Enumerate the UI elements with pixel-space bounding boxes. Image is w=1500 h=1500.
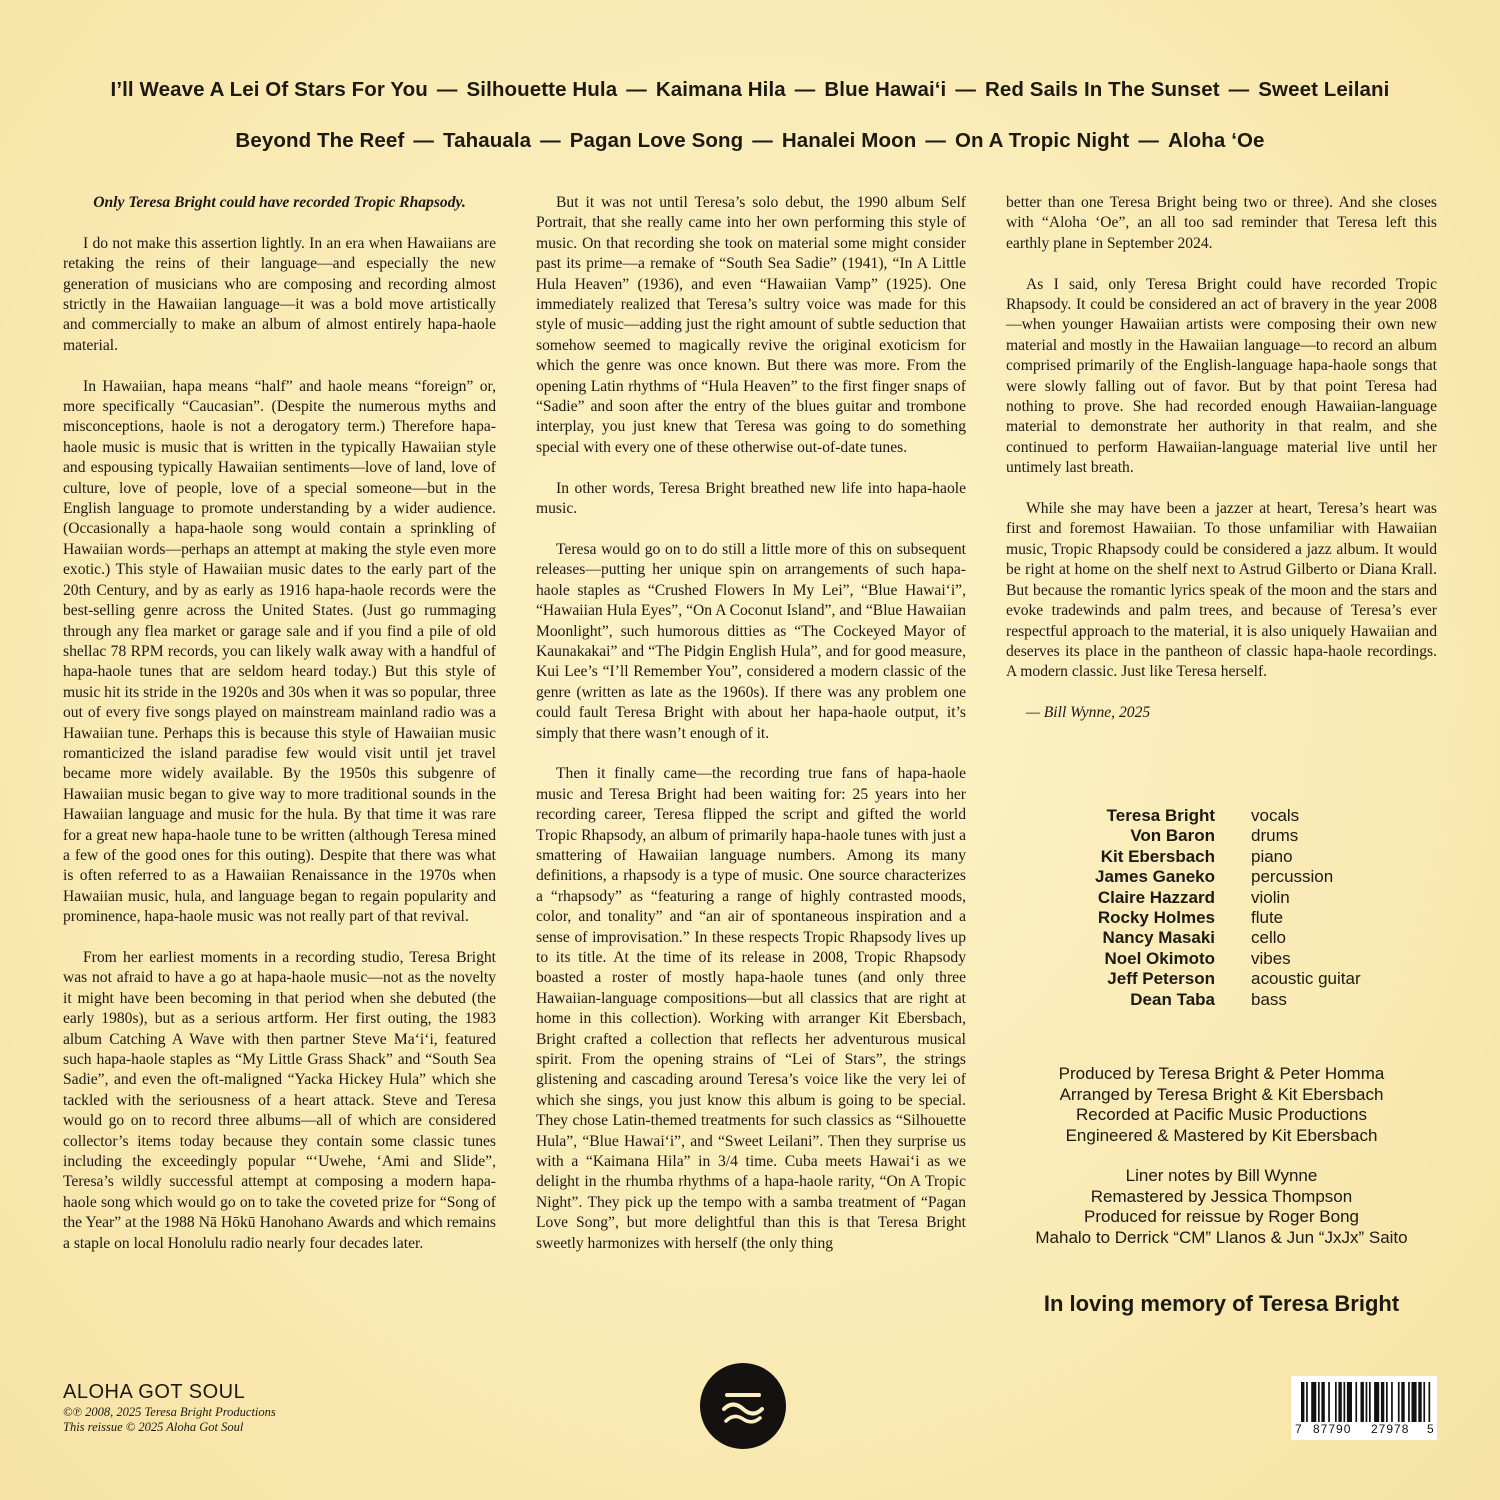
wave-logo-icon <box>700 1363 786 1449</box>
liner-notes-paragraph: Then it finally came—the recording true fans of hapa-haole music and Teresa Bright had been waiting for: 25 years into her recording career, Teresa flipped the script and gifted the world Tropic Rhapsody, an album of primarily hapa-haole tunes with just a smattering of Hawaiian language numbers. Among its many definitions, a rhapsody is a type of music. One source characterizes a “rhapsody” as “featuring a range of highly contrasted moods, color, and tonality” and “an air of spontaneous inspiration and a sense of improvisation.” In these respects Tropic Rhapsody lives up to its title. At the time of its release in 2008, Tropic Rhapsody boasted a roster of mostly hapa-haole tunes (and only three Hawaiian-language compositions—but all classics that are right at home in this collection). Working with arranger Kit Ebersbach, Bright crafted a collection that reflects her adventurous musical spirit. From the opening strains of “Lei of Stars”, the strings glistening and cascading around Teresa’s voice like the very lei of which she sings, you just know this album is going to be special. They chose Latin-themed treatments for such classics as “Silhouette Hula”, “Blue Hawai‘i”, and “Sweet Leilani”. Then they surprise us with a “Kaimana Hila” in 3/4 time. Cuba meets Hawai‘i as we delight in the rhumba rhythms of a hapa-haole rarity, “On A Tropic Night”. They pick up the tempo with a samba treatment of “Pagan Love Song”, but more delightful than this is that Teresa Bright sweetly harmonizes with herself (the only thing <box>536 765 966 1252</box>
production-credits <box>1006 1064 1437 1146</box>
barcode-bar <box>1366 1382 1368 1422</box>
credit-musician-name: Nancy Masaki <box>1102 928 1215 948</box>
credit-instrument: vocals <box>1251 806 1300 825</box>
liner-notes-paragraph: Teresa would go on to do still a little more of this on subsequent releases—putting her unique spin on arrangements of such hapa-haole staples as “Crushed Flowers In My Lei”, “Blue Hawai‘i”, “Hawaiian Hula Eyes”, “On A Coconut Island”, and “Blue Hawaiian Moonlight”, such humorous ditties as “The Cockeyed Mayor of Kaunakakai” and “The Pidgin English Hula”, and for good measure, Kui Lee’s “I’ll Remember You”, considered a modern classic of the genre (written as late as the 1960s). If there was any problem one could fault Teresa Bright with about her hapa-haole output, it’s simply that there wasn’t enough of it. <box>536 540 966 742</box>
track-separator: — <box>1138 129 1159 152</box>
credit-musician-name: James Ganeko <box>1094 867 1215 887</box>
credit-row <box>1006 888 1437 908</box>
track-title: Aloha ‘Oe <box>1167 129 1265 152</box>
barcode-bar <box>1381 1382 1384 1422</box>
credit-row <box>1006 949 1437 969</box>
track-title: On A Tropic Night <box>954 129 1130 152</box>
production-line: Recorded at Pacific Music Productions <box>1075 1105 1368 1124</box>
copyright-line: This reissue © 2025 Aloha Got Soul <box>63 1420 244 1434</box>
musician-credits <box>1006 806 1437 1010</box>
record-label-name: ALOHA GOT SOUL <box>63 1381 246 1403</box>
barcode-bar <box>1335 1382 1337 1422</box>
barcode-bar <box>1386 1382 1388 1422</box>
credit-instrument: acoustic guitar <box>1251 969 1361 989</box>
track-title: Pagan Love Song <box>569 129 744 152</box>
track-separator: — <box>1228 78 1250 101</box>
production-line: Arranged by Teresa Bright & Kit Ebersbach <box>1059 1084 1384 1104</box>
barcode-bar <box>1328 1382 1330 1422</box>
track-separator: — <box>626 78 647 101</box>
track-title: I’ll Weave A Lei Of Stars For You <box>110 78 428 101</box>
track-separator: — <box>413 129 434 152</box>
credit-row <box>1006 847 1437 867</box>
credit-musician-name: Von Baron <box>1130 826 1215 846</box>
barcode-bar <box>1321 1382 1324 1422</box>
liner-notes-paragraph: While she may have been a jazzer at heart, Teresa’s heart was first and foremost Hawaiian. To those unfamiliar with Hawaiian music, Tropic Rhapsody could be considered a jazz album. It would be right at home on the shelf next to Astrud Gilberto or Diana Krall. But because the romantic lyrics speak of the moon and the stars and evoke tradewinds and palm trees, and because of Teresa’s ever respectful approach to the material, it is also uniquely Hawaiian and deserves its place in the pantheon of classic hapa-haole recordings. A modern classic. Just like Teresa herself. <box>1006 500 1437 681</box>
credit-musician-name: Claire Hazzard <box>1097 887 1215 907</box>
reissue-line: Produced for reissue by Roger Bong <box>1084 1207 1359 1226</box>
credit-row <box>1006 908 1437 928</box>
copyright-line: ©℗ 2008, 2025 Teresa Bright Productions <box>63 1405 276 1419</box>
barcode-bar <box>1412 1382 1417 1422</box>
track-title: Silhouette Hula <box>466 78 618 101</box>
liner-notes-lead: Only Teresa Bright could have recorded Tropic Rhapsody. <box>93 194 466 211</box>
barcode-bar <box>1338 1382 1341 1422</box>
barcode-bar <box>1318 1382 1320 1422</box>
credit-row <box>1006 806 1437 826</box>
upc-digits-left: 87790 <box>1313 1422 1352 1436</box>
upc-number <box>1291 1422 1437 1438</box>
credit-row <box>1006 969 1437 989</box>
liner-notes-column-3 <box>1006 193 1437 744</box>
upc-digit-last: 5 <box>1427 1422 1434 1436</box>
credit-musician-name: Rocky Holmes <box>1097 908 1215 928</box>
credit-musician-name: Kit Ebersbach <box>1100 846 1215 866</box>
reissue-credits <box>1006 1166 1437 1248</box>
credit-musician-name: Teresa Bright <box>1106 806 1215 825</box>
track-title: Kaimana Hila <box>655 78 786 101</box>
liner-notes-paragraph: As I said, only Teresa Bright could have recorded Tropic Rhapsody. It could be considered an act of bravery in the year 2008—when younger Hawaiian artists were composing their own new material and mostly in the Hawaiian language—to record an album comprised primarily of the English-language hapa-haole songs that were slowly falling out of favor. But by that point Teresa had nothing to prove. She had recorded enough Hawaiian-language material to demonstrate her authority in that realm, and she continued to perform Hawaiian-language material live until her untimely last breath. <box>1006 275 1437 477</box>
liner-notes-column-1 <box>63 193 496 1274</box>
barcode-bar <box>1401 1382 1404 1422</box>
credit-musician-name: Dean Taba <box>1130 989 1215 1009</box>
track-title: Hanalei Moon <box>781 129 917 152</box>
tracklist-line-2 <box>0 129 1500 153</box>
liner-notes-column-2 <box>536 193 966 1274</box>
credit-instrument: vibes <box>1251 948 1291 968</box>
barcode-bar <box>1398 1382 1400 1422</box>
track-title: Blue Hawai‘i <box>824 78 947 101</box>
credit-row <box>1006 928 1437 948</box>
liner-notes-paragraph: I do not make this assertion lightly. In an era when Hawaiians are retaking the reins of their language—and especially the new generation of musicians who are composing and recording almost strictly in the Hawaiian language—it was a bold move artistically and commercially to make an album of almost entirely hapa-haole material. <box>63 234 496 354</box>
barcode-bar <box>1344 1382 1346 1422</box>
track-separator: — <box>752 129 773 152</box>
liner-notes-paragraph: In other words, Teresa Bright breathed new life into hapa-haole music. <box>536 479 966 518</box>
track-separator: — <box>794 78 816 101</box>
barcode-bar <box>1391 1382 1393 1422</box>
credit-instrument: percussion <box>1251 867 1334 887</box>
track-title: Beyond The Reef <box>235 129 405 152</box>
production-line: Produced by Teresa Bright & Peter Homma <box>1058 1064 1385 1083</box>
copyright-notice <box>63 1405 276 1435</box>
barcode-bar <box>1301 1382 1304 1422</box>
barcode-bar <box>1369 1382 1371 1422</box>
track-separator: — <box>436 78 458 101</box>
track-separator: — <box>540 129 561 152</box>
credit-instrument: cello <box>1251 928 1286 948</box>
liner-notes-paragraph: From her earliest moments in a recording studio, Teresa Bright was not afraid to have a go at hapa-haole music—not as the novelty it might have been becoming in that period when she debuted (the early 1980s), but as a serious artform. Her first outing, the 1983 album Catching A Wave with then partner Steve Ma‘i‘i, featured such hapa-haole staples as “My Little Grass Shack” and “South Sea Sadie”, and even the oft-maligned “Yacka Hickey Hula” which she tackled with the seriousness of a heart attack. Steve and Teresa would go on to record three albums—all of which are considered collector’s items today because they contain some classic tunes including the exceedingly popular “‘Uwehe, ‘Ami and Slide”, Teresa’s wildly successful attempt at composing a modern hapa-haole song which would go on to take the coveted prize for “Song of the Year” at the 1988 Nā Hōkū Hanohano Awards and which remains a staple on local Honolulu radio nearly four decades later. <box>63 948 496 1252</box>
reissue-line: Mahalo to Derrick “CM” Llanos & Jun “JxJx” Saito <box>1035 1227 1408 1247</box>
upc-digit-first: 7 <box>1295 1422 1302 1436</box>
barcode-bar <box>1429 1382 1431 1422</box>
barcode-bar <box>1423 1382 1425 1422</box>
barcode-bar <box>1374 1382 1379 1422</box>
credit-instrument: violin <box>1251 887 1290 907</box>
credit-musician-name: Jeff Peterson <box>1107 969 1215 989</box>
track-title: Sweet Leilani <box>1258 78 1390 101</box>
credit-row <box>1006 990 1437 1010</box>
barcode-bar <box>1418 1382 1421 1422</box>
memorial-dedication: In loving memory of Teresa Bright <box>1043 1291 1400 1316</box>
barcode-bar <box>1311 1382 1316 1422</box>
barcode-bar <box>1306 1382 1308 1422</box>
liner-notes-paragraph: better than one Teresa Bright being two or three). And she closes with “Aloha ‘Oe”, an all too sad reminder that Teresa left this earthly plane in September 2024. <box>1006 194 1437 252</box>
liner-notes-signature: — Bill Wynne, 2025 <box>1026 704 1151 722</box>
barcode-bar <box>1361 1382 1364 1422</box>
credit-row <box>1006 867 1437 887</box>
barcode-bar <box>1355 1382 1357 1422</box>
credit-instrument: drums <box>1251 826 1299 846</box>
upc-digits-right: 27978 <box>1371 1422 1410 1436</box>
credit-musician-name: Noel Okimoto <box>1104 948 1215 968</box>
track-separator: — <box>955 78 976 101</box>
barcode-bar <box>1408 1382 1410 1422</box>
barcode-bar <box>1347 1382 1352 1422</box>
liner-notes-paragraph: But it was not until Teresa’s solo debut, the 1990 album Self Portrait, that she really came into her own performing this style of music. On that recording she took on material some might consider past its prime—a remake of “South Sea Sadie” (1941), “In A Little Hula Heaven” (1936), and even “Hawaiian Vamp” (1925). One immediately realized that Teresa’s sultry voice was made for this style of music—adding just the right amount of subtle seduction that somehow seemed to magically revive the original exoticism for which the genre was once known. But there was more. From the opening Latin rhythms of “Hula Heaven” to the first finger snaps of “Sadie” and soon after the entry of the blues guitar and trombone interplay, you just knew that Teresa was going to do something special with every one of these otherwise out-of-date tunes. <box>536 194 966 456</box>
reissue-line: Remastered by Jessica Thompson <box>1090 1186 1353 1206</box>
liner-notes-paragraph: In Hawaiian, hapa means “half” and haole means “foreign” or, more specifically “Caucasian”. (Despite the numerous myths and misconceptions, haole is not a derogatory term.) Therefore hapa-haole music is music that is written in the typically Hawaiian style and espousing typically Hawaiian sentiments—love of land, love of culture, love of people, love of a special someone—but in the English language to promote understanding by a wider audience. (Occasionally a hapa-haole song would contain a sprinkling of Hawaiian words—perhaps an attempt at making the style even more exotic.) This style of Hawaiian music dates to the early part of the 20th Century, and by as early as 1916 hapa-haole records were the best-selling genre across the United States. (Just go rummaging through any flea market or garage sale and if you find a pile of old shellac 78 RPM records, you can likely walk away with a handful of hapa-haole tunes that are seldom heard today.) But this style of music hit its stride in the 1920s and 30s when it was so popular, three out of every five songs played on mainstream mainland radio was a Hawaiian tune. Perhaps this is because this style of Hawaiian music romanticized the island paradise few would visit until jet travel became more widely available. By the 1950s this subgenre of Hawaiian music began to give way to more traditional sounds in the Hawaiian language and music for the hula. By that time it was rare for a great new hapa-haole tune to be written (although Teresa mined a few of the good ones for this outing). Despite that there was what is often referred to as a Hawaiian Renaissance in the 1970s when Hawaiian music, hula, and language began to regain popularity and prominence, hapa-haole music was not really part of that revival. <box>63 377 496 926</box>
tracklist-line-1 <box>0 78 1500 102</box>
credit-row <box>1006 826 1437 846</box>
track-title: Red Sails In The Sunset <box>984 78 1220 101</box>
credit-instrument: flute <box>1251 908 1284 928</box>
production-line: Engineered & Mastered by Kit Ebersbach <box>1065 1125 1378 1145</box>
reissue-line: Liner notes by Bill Wynne <box>1125 1166 1318 1185</box>
track-separator: — <box>925 129 946 152</box>
credit-instrument: bass <box>1251 989 1287 1009</box>
credit-instrument: piano <box>1251 846 1293 866</box>
track-title: Tahauala <box>442 129 532 152</box>
